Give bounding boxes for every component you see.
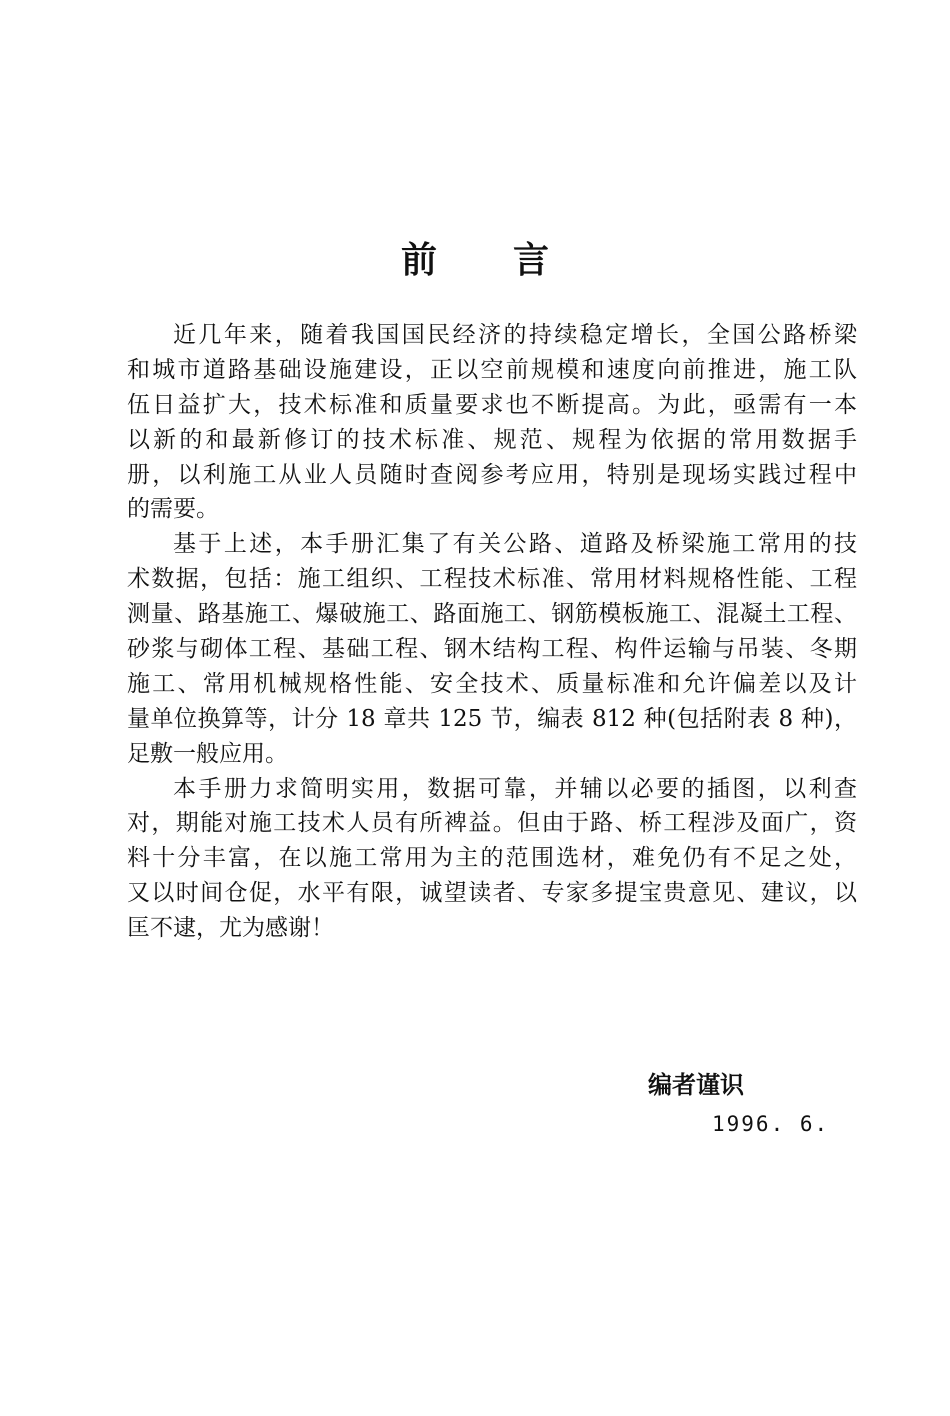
text-line: 施工、常用机械规格性能、安全技术、质量标准和允许偏差以及计 [127, 670, 857, 697]
text-line: 伍日益扩大，技术标准和质量要求也不断提高。为此，亟需有一本 [127, 391, 857, 418]
paragraph-2 [127, 527, 857, 771]
text-line: 量单位换算等，计分 18 章共 125 节，编表 812 种(包括附表 8 种)， [127, 705, 857, 732]
text-line: 测量、路基施工、爆破施工、路面施工、钢筋模板施工、混凝土工程、 [127, 601, 857, 628]
text-line: 匡不逮，尤为感谢！ [127, 915, 334, 942]
text-line: 又以时间仓促，水平有限，诚望读者、专家多提宝贵意见、建议，以 [127, 880, 857, 907]
text-line: 近几年来，随着我国国民经济的持续稳定增长，全国公路桥梁 [173, 322, 857, 348]
text-line: 和城市道路基础设施建设，正以空前规模和速度向前推进，施工队 [127, 356, 857, 383]
date-line: 1996. 6. [712, 1112, 830, 1136]
text-line: 本手册力求简明实用，数据可靠，并辅以必要的插图，以利查 [173, 775, 857, 802]
text-line: 术数据，包括：施工组织、工程技术标准、常用材料规格性能、工程 [127, 566, 857, 593]
paragraph-3 [127, 772, 857, 946]
text-line: 足敷一般应用。 [127, 740, 288, 767]
text-line: 的需要。 [127, 496, 219, 523]
preface-body [127, 318, 857, 946]
text-line: 砂浆与砌体工程、基础工程、钢木结构工程、构件运输与吊装、冬期 [127, 636, 857, 663]
text-line: 基于上述，本手册汇集了有关公路、道路及桥梁施工常用的技 [173, 531, 857, 558]
page-title [0, 236, 950, 286]
text-line: 以新的和最新修订的技术标准、规范、规程为依据的常用数据手 [127, 426, 857, 453]
text-line: 册，以利施工从业人员随时查阅参考应用，特别是现场实践过程中 [127, 461, 857, 488]
title-char-2: 言 [513, 240, 550, 281]
text-line: 对，期能对施工技术人员有所裨益。但由于路、桥工程涉及面广，资 [127, 810, 857, 837]
paragraph-1 [127, 318, 857, 527]
text-line: 料十分丰富，在以施工常用为主的范围选材，难免仍有不足之处， [127, 845, 857, 872]
title-char-1: 前 [400, 240, 437, 281]
author-signature: 编者谨识 [648, 1071, 744, 1099]
